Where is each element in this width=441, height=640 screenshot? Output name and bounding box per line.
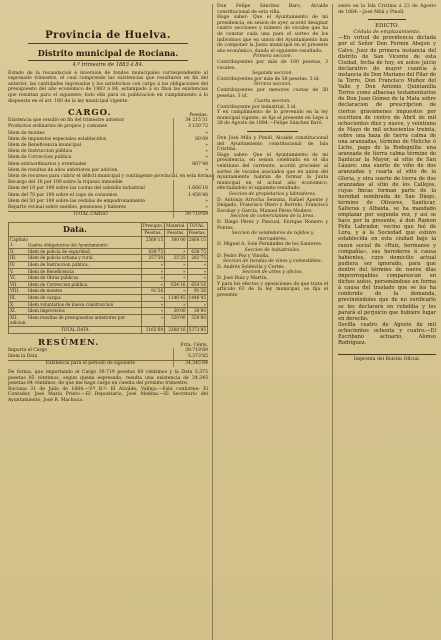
cargo-row-value: 1.456‘48: [173, 193, 208, 199]
data-row-concept: [9, 275, 142, 282]
cargo-row-value: »: [173, 205, 208, 211]
data-row-amount-b: 25‘25: [165, 255, 187, 262]
printer-footer: Imprenta del Boletin Oficial.: [338, 354, 436, 362]
signatures-paragraph: Rociana 31 de Julio de 1884.—V.º B.º: El Alcalde, Vallejo.—Está conforme: El Contador, José María Prieto.—El Depositario, José Medina.—El Secretario del Ayuntamiento, José R. Machuca.: [8, 386, 208, 404]
data-sub-2: Pesetas.: [165, 230, 187, 237]
closing-paragraph: De forma, que importando el Cargo 39.719 pesetas 69 céntimos y la Data 5.373 pesetas 85 céntimos, segun queda espresado, resulta una existencia de 34.345 pesetas 84 céntimos, de que me hago cargo en cuenta del próximo trimestre.: [8, 370, 208, 387]
data-row-chapter: V.: [10, 268, 14, 274]
seccion-propietarios-text: D. Antonio Arrocha Seisuna, Rafael Aponte y Delgado, Francisco Otero y Borrelo, Francisco Escobar y García, Manuel Pérez Modero.: [217, 197, 329, 214]
data-row-concept: [9, 301, 142, 308]
data-row-label: Idem de Instruccion pública.: [28, 261, 89, 267]
cargo-row-value: 807‘48: [173, 162, 208, 168]
cargo-row-value: »: [173, 168, 208, 174]
isla-intro: Don José Milá y Pinoll, Alcalde constitucional del Ayuntamiento constitucional de Isla Cristina.: [217, 136, 329, 153]
cargo-row-label: Idem de Beneficencia municipal: [8, 142, 82, 148]
edicto-body: —En virtud de providencia dictada por el Señor Don Fermin Abejon y Calvo, Juez de primera instancia del distrito de San Vicente de esta Ciudad, fecha de hoy, en autos juicio declarativo de mayor cuantía á instancia de Don Mariano del Pilar de la Torre, Don Francisco Muñoz del Valle y Don Antonio Quintanilla Torres como albaceas testamentarios de Don Juan Gómez de la Mata sobre declaracion de prescripcion de ciertos gravámenes impuestos por escritura de centro de Abril de mil ochocientos diez y nueve, y veintiuno de Mayo de mil ochocientos treinta, sobre una haza de tierra calma de una aranzadas, término de Heliche ó Liche, pago de la Rodegnilla: una aranzada de tierra calma término de Sanlúcar la Mayor, al sitio de San Lázaro: una suerte de viño de dos aranzadas y cuarta al sitio de la Gloria, y otra suerte de tierra de dos aranzadas al sitio de los Callejos, cuyas fincas forman parte de la heredad nombrada de San Diego, término de Olivares, Sanlúcar, Salteras y Albaida, se ha mandado emplazar por segunda vez, y así se hace por la presente, á don Ramon Félix Labrador, vecino que fué de Lora, y á la Sociedad que estuvo establecida en esta ciudad bajo la razon social de «Ruiz, hermanos y compañía», sus herederos ó causa habientes, cuyo domicilio actual pudiera ser ignorado, para que dentro del término de nueve dias improrrogables comparezcan en dichos autos, personándose en forma á causa del traslado que se les ha conferido de la demanda, previniéndoles que de no verificarlo se les declarará en rebeldía y les parará el perjuicio que hubiere lugar en derecho.: [338, 35, 436, 322]
seccion-comerciantes-heading: Seccion de comerciantes de la brea.: [230, 214, 315, 220]
data-row-label: Idem de cargas: [28, 294, 61, 300]
section-1-text: Contribuyentes por más de 100 pesetas, 3 vocales.: [217, 59, 329, 71]
cargo-row-value: 80‘09: [173, 137, 208, 143]
cargo-row-value: »: [173, 199, 208, 205]
cargo-row-label: Reparto vecinal sobre sueldos, pensiones y haberes: [8, 205, 126, 210]
cargo-row-label: Idem extraordinarios y eventuales: [8, 161, 87, 167]
cargo-row-label: Idem del 50 por 100 sobre las cédulas de empadronamiento: [8, 198, 146, 204]
data-row-amount-a: »: [141, 275, 164, 282]
data-total-b: 2368‘16: [165, 326, 187, 333]
cargo-row-label: Idem de Instruccion pública: [8, 149, 73, 155]
column-left: [8, 4, 213, 640]
data-row-amount-a: 91‘26: [141, 288, 164, 295]
data-row-amount-a: 638‘75: [141, 248, 164, 255]
cargo-heading: CARGO.: [68, 108, 112, 119]
data-row: [9, 294, 208, 301]
data-row-label: Idem imprevistos: [28, 308, 65, 314]
section-2-heading: Segunda seccion.: [252, 71, 293, 77]
cargo-row-label: Existencia que resultó en fin del trimestre anterior: [8, 118, 125, 124]
data-row-amount-c: 1446‘45: [188, 294, 206, 300]
data-row-chapter: III.: [10, 255, 17, 261]
data-row: [9, 281, 208, 288]
lepe-closing: Y en cumplimiento de lo prevenido en la ley municipal vigente, se fija el presente en Lepe á 28 de Agosto de 1884.—Felipe Sánchez Baró.: [217, 110, 329, 127]
data-row-amount-a: »: [141, 294, 164, 301]
data-row-label: Idem de Beneficencia: [28, 268, 74, 274]
data-row-concept: [9, 288, 142, 295]
data-head-presupto: Presupto.: [142, 223, 164, 229]
data-row-amount-b: 320‘00: [165, 314, 187, 326]
data-row: [9, 268, 208, 275]
data-row-amount-c: 2868‘15: [187, 236, 207, 248]
resumen-row-label: Importa el Cargo: [8, 347, 48, 353]
data-total-c: 5373‘85: [188, 326, 206, 332]
section-1-heading: Primera seccion.: [252, 54, 293, 60]
resumen-row-label: Idem la Data: [8, 353, 38, 359]
resumen-currency-label: Pcta. Cénts.: [180, 342, 208, 348]
data-total-a: 3165‘69: [141, 326, 164, 333]
cargo-row-value: 1.666‘18: [173, 186, 208, 192]
data-row-label: Idem voluntarios de nueva construccion: [28, 301, 114, 307]
data-row-chapter: Capítulo 1.: [10, 236, 28, 248]
data-row-amount-b: 300‘00: [165, 236, 187, 248]
data-row-label: Idem resultas de presupuestos anteriores por adicion.: [10, 314, 126, 326]
data-total-label: TOTAL DATA: [9, 326, 142, 333]
data-table: [8, 222, 208, 333]
data-row-amount-c: 638‘75: [187, 248, 207, 255]
cargo-total-value: 39 719‘69: [173, 212, 208, 218]
divider: [28, 60, 188, 61]
data-row: [9, 261, 208, 268]
estado-paragraph: Estado de la recaudacion é inversion de fondos municipales correspondiente al espresado trimestre, el cual comprende las existencias que resultaron en fin del anterior, las cantidades ingresadas y los satisfechos con cargo á las obligaciones del presupuesto del año económico de 1883 á 84, estampado á su final las existencias que resultan para el siguiente; todo ello para su publicacion en cumplimiento á lo dispuesto en el art. 160 de la ley municipal vigente.: [8, 70, 208, 104]
resumen-row-value: 5.373‘85: [173, 354, 208, 360]
data-row: [9, 275, 208, 282]
divider: [368, 19, 406, 20]
data-row-concept: [9, 255, 142, 262]
data-row-chapter: II.: [10, 248, 15, 254]
section-3-text: Contribuyentes por menores cuotas de 50 pesetas, 3 id.: [217, 87, 329, 99]
seccion-artes-text: D. José Ruiz y Martin.: [217, 275, 268, 281]
data-row: [9, 255, 208, 262]
data-row-chapter: XI.: [10, 308, 16, 314]
cargo-row-label: Recargo del 18 por 100 sobre la riqueza inmueble: [8, 180, 123, 186]
data-row-concept: [9, 261, 142, 268]
seccion-vendedores-heading: Seccion de vendedores de tejidos y mercaderes.: [231, 231, 314, 242]
data-row-amount-c: »: [187, 261, 207, 268]
lepe-body: Hago saber: Que el Ayuntamiento de mi presidencia, en sesion de ayer, acordó designar cuatro secciones y número de vocales que ha de constar cada una para el sorteo de los individuos que en union del Ayuntamiento han de componer la Junta municipal en el presente año económico, dando el siguiente resultado:: [217, 15, 329, 54]
data-row-concept: [9, 236, 142, 248]
data-row: [9, 288, 208, 295]
data-head-material: Material.: [166, 223, 186, 229]
data-row-amount-a: »: [141, 308, 164, 315]
data-row-amount-c: 282‘75: [187, 255, 207, 262]
data-row-amount-b: »: [165, 268, 187, 275]
data-row-label: Gastos obligatorios del Ayuntamiento: [28, 242, 108, 248]
data-row-amount-b: 654‘16: [165, 281, 187, 288]
data-row-amount-a: »: [141, 261, 164, 268]
data-row-label: Idem de policía urbana y rural.: [28, 255, 94, 261]
cargo-table: [8, 118, 213, 211]
divider: [28, 43, 188, 44]
data-row-amount-a: »: [141, 314, 164, 326]
district-heading: Distrito municipal de Rociana.: [37, 48, 179, 58]
data-sub-3: Pesetas.: [188, 230, 206, 235]
section-4-text: Contribuyente por industrial, 3 id.: [217, 104, 297, 110]
cargo-row-value: »: [173, 143, 208, 149]
data-row-amount-b: »: [165, 261, 187, 268]
data-row-amount-c: 91‘26: [187, 288, 207, 295]
data-row-label: Idem de Obras públicas: [28, 275, 79, 281]
resumen-existencia-value: 34.345‘84: [173, 361, 208, 367]
edicto-subheading: Cédula de emplazamiento.: [353, 28, 421, 35]
data-row-amount-c: 654‘16: [187, 281, 207, 288]
cargo-total-label: TOTAL CARGO: [73, 212, 108, 218]
data-row-label: Idem de Correccion pública.: [28, 281, 89, 287]
data-head-total: TOTAL.: [187, 223, 207, 230]
divider: [247, 131, 298, 132]
data-row-amount-b: »: [165, 301, 187, 308]
seccion-vendedores-text: D. Miguel A. Sole Fernández de los Santeros.: [217, 242, 323, 248]
section-4-heading: Cuarta seccion.: [254, 99, 291, 105]
data-sub-1: Pesetas.: [141, 230, 164, 237]
data-row: [9, 236, 208, 248]
data-row: [9, 308, 208, 315]
data-row-chapter: X.: [10, 301, 15, 307]
data-row-amount-b: 1146‘45: [165, 294, 187, 301]
data-row-amount-c: 320‘00: [187, 314, 207, 326]
seccion-artes-heading: Seccion de artes y oficios.: [242, 270, 303, 276]
data-row-amount-c: 30‘00: [187, 308, 207, 315]
cargo-currency-label: Pesetas.: [189, 113, 208, 119]
data-row-chapter: XII.: [10, 314, 18, 320]
data-row-amount-c: »: [187, 275, 207, 282]
data-row-concept: [9, 281, 142, 288]
data-row-chapter: IV.: [10, 261, 16, 267]
seccion-propietarios-heading: Seccion de propietarios y labradores.: [228, 192, 317, 197]
cargo-row-label: Productos ordinarios de propios y comunes: [8, 124, 107, 130]
edicto-heading: EDICTO.: [375, 23, 400, 30]
cargo-row-label: Idem del 18 por 100 sobre las cuotas del subsidio industrial: [8, 186, 145, 192]
data-row-amount-c: »: [187, 268, 207, 275]
data-row-amount-a: »: [141, 281, 164, 288]
edicto-closing: Sevilla cuatro de Agosto de mil ochocientos ochenta y cuatro.—El Escribano actuario, Alonso Rodríguez.: [338, 321, 436, 347]
lepe-intro: Don Felipe Sánchez Baro, Alcalde constitucional de esta villa.: [217, 4, 329, 15]
cargo-row-value: 34 215‘31: [173, 118, 208, 124]
data-row-chapter: IX.: [10, 294, 16, 300]
column-middle: [213, 4, 333, 640]
data-row-concept: [9, 248, 142, 255]
seccion-comerciantes-text: D. Diego Pérez y Pascual, Enrique Romero y Pontes.: [217, 219, 329, 231]
seccion-tiendas-heading: Seccion de tiendas de vinos y comestibles.: [223, 259, 323, 265]
data-row-chapter: VI.: [10, 275, 17, 281]
data-row-label: Idem de policía de seguridad.: [28, 248, 92, 254]
seccion-industriales-heading: Seccion de industriales.: [244, 247, 301, 253]
data-row: [9, 301, 208, 308]
data-row-amount-a: 2568‘15: [141, 236, 164, 248]
data-row-chapter: VIII.: [10, 288, 20, 294]
data-row-concept: [9, 268, 142, 275]
data-heading: Data.: [9, 223, 142, 236]
data-row-amount-b: 30‘00: [165, 308, 187, 315]
seccion-tiendas-text: D. Andrés Soldevila y Cortés.: [217, 264, 286, 270]
trimestre-label: 4.º trimestre de 1883 á 84.: [72, 62, 144, 68]
province-heading: Provincia de Huelva.: [45, 30, 171, 41]
resumen-table: [8, 348, 208, 360]
data-row-concept: [9, 308, 142, 315]
cargo-row-label: Idem de resultas de años anteriores por adicion: [8, 167, 118, 173]
data-row-amount-c: »: [187, 301, 207, 308]
isla-body: Hago saber: Que el Ayuntamiento de mi presidencia, en sesion celebrada en el dia veintiuno del corriente, acordó proceder al sorteo de vocales asociados que en union del Ayuntamiento habrán de formar la Junta municipal en el actual año económico, efectuándolo el siguiente resultado:: [217, 152, 329, 192]
column-right: [333, 4, 436, 640]
data-row-amount-b: »: [165, 248, 187, 255]
data-row: [9, 248, 208, 255]
data-row-amount-b: »: [165, 288, 187, 295]
data-row-concept: [9, 314, 142, 326]
data-row-concept: [9, 294, 142, 301]
resumen-heading: RESÚMEN.: [38, 337, 100, 348]
resumen-existencia-label: Existencia para el periodo de siguiente: [45, 360, 136, 366]
isla-closing: Y para los efectos y oposiciones de que trata el artículo 63 de la ley municipal, se fija el presente: [217, 281, 329, 298]
cargo-row-value: »: [173, 155, 208, 161]
data-row: [9, 314, 208, 326]
section-3-heading: Tercera seccion.: [253, 82, 292, 88]
cargo-row-label: Idem de montes: [8, 130, 45, 136]
data-row-amount-a: »: [141, 301, 164, 308]
cargo-row: [8, 205, 208, 211]
cargo-row-value: 3 150‘72: [173, 124, 208, 130]
seccion-industriales-text: D. Pedro Pez y Vinolla.: [217, 253, 270, 259]
cargo-row-label: Idem de recursos para cubrir el déficit municipal y contingente provincial, en esta forma:: [8, 173, 213, 179]
section-2-text: Contribuyentes por más de 50 pesetas, 3 id.: [217, 76, 320, 82]
cargo-row-label: Idem del 70 por 100 sobre el cupo de consumos: [8, 192, 118, 198]
cargo-row-label: Idem de Correccion pública: [8, 155, 72, 161]
resumen-row: [8, 354, 208, 360]
resumen-row-value: 39.719‘69: [173, 348, 208, 354]
cargo-row-value: »: [173, 131, 208, 137]
data-row-amount-b: »: [165, 275, 187, 282]
data-row-amount-a: »: [141, 268, 164, 275]
data-row-amount-a: 257‘50: [141, 255, 164, 262]
cargo-row-value: »: [173, 149, 208, 155]
cargo-row-label: Idem de impuestos especiales establecidos: [8, 136, 107, 142]
data-row-chapter: VII.: [10, 281, 18, 287]
data-row-label: Idem de montes: [28, 288, 63, 294]
isla-signature: sente en la Isla Cristina á 23 de Agosto de 1884.—José Milá y Pinoll.: [338, 4, 436, 15]
